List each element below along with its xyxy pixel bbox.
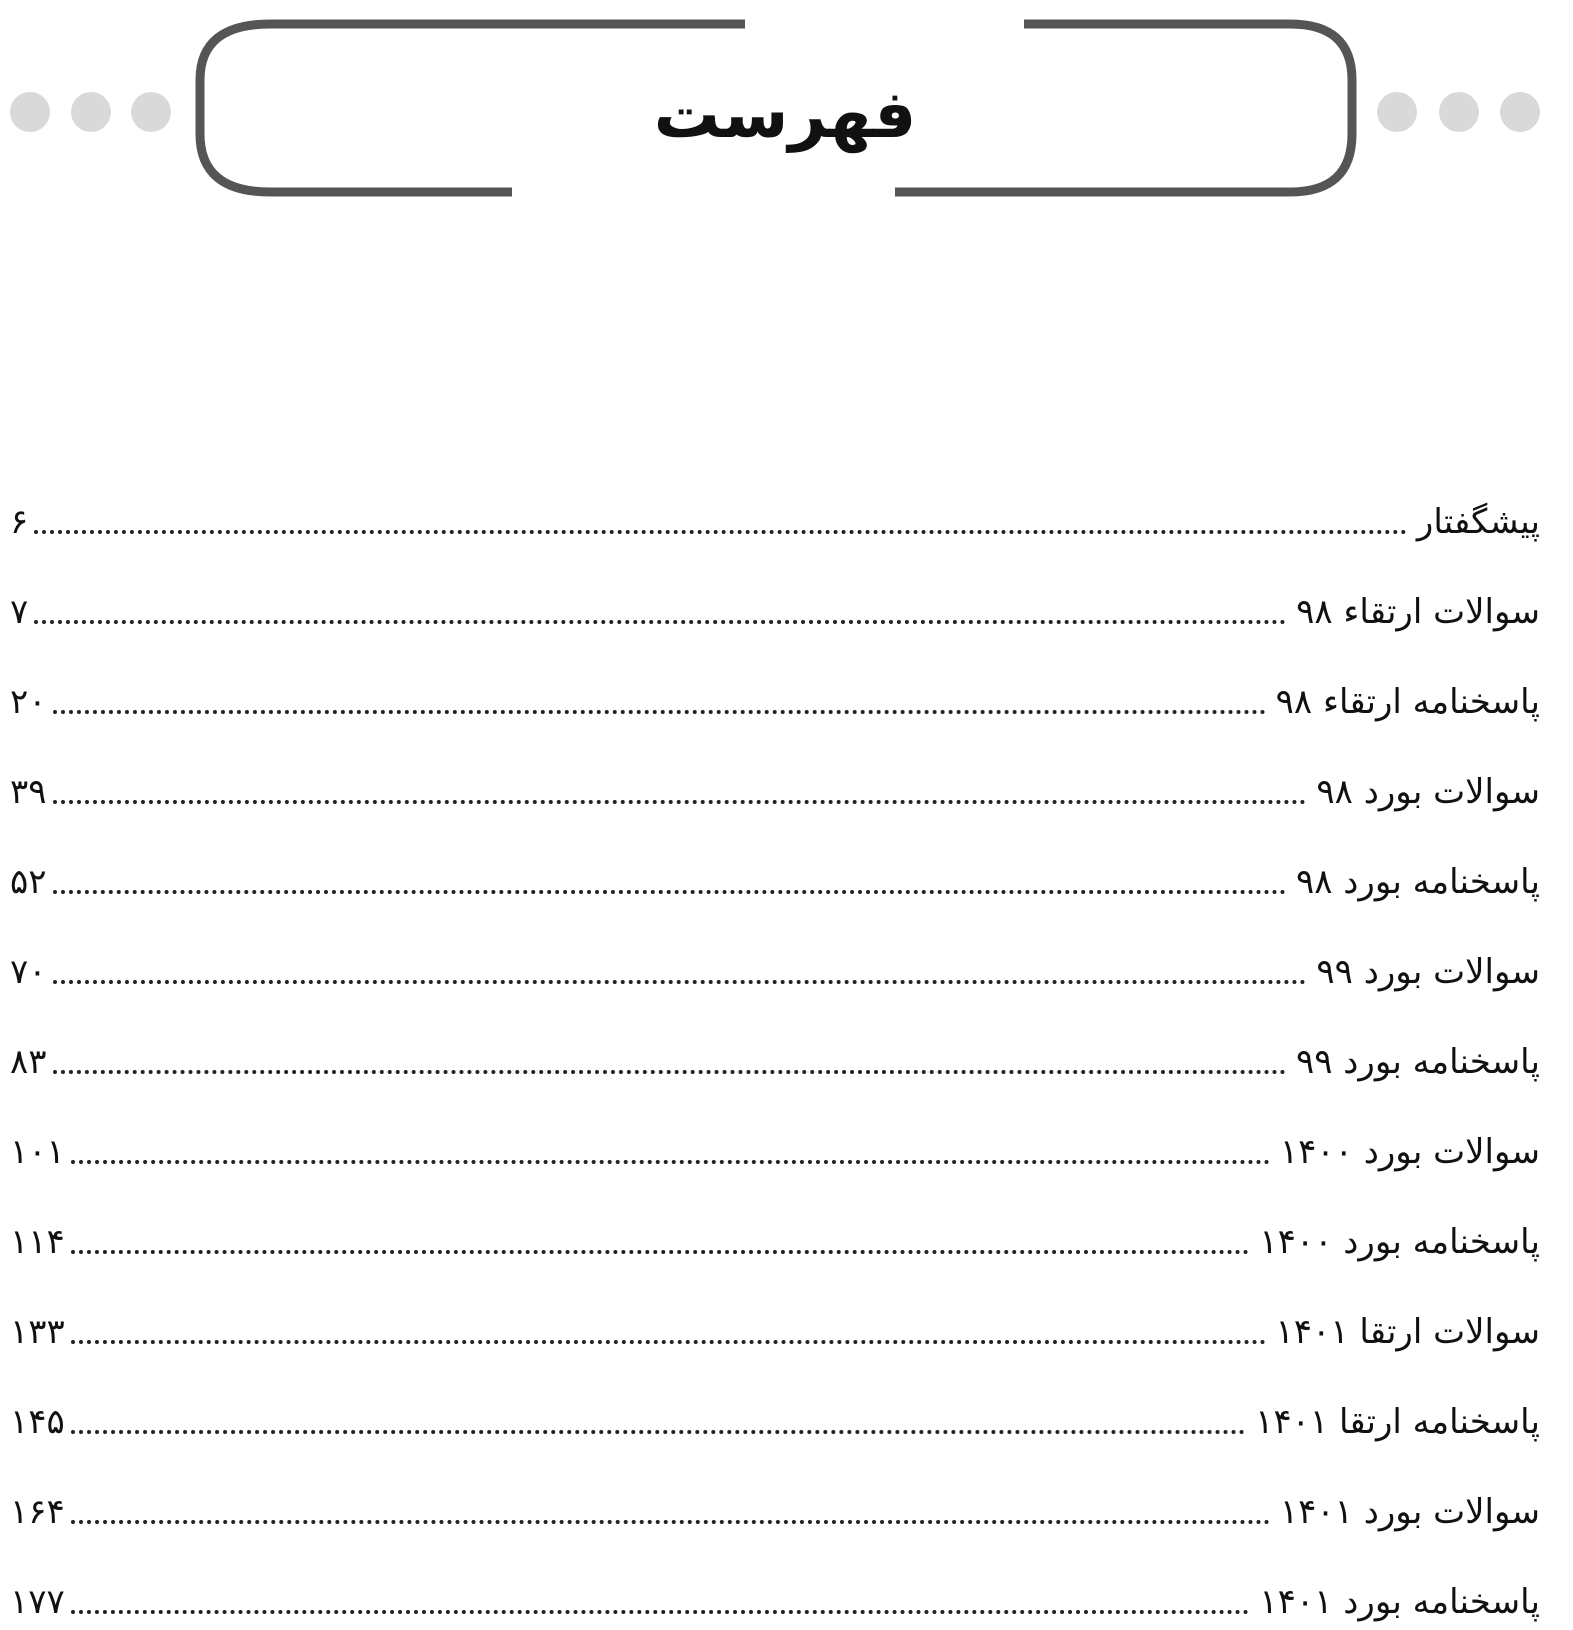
toc-entry-title: سوالات بورد ۹۹ bbox=[1316, 952, 1540, 992]
toc-entry[interactable] bbox=[10, 910, 1540, 1000]
dot-leader bbox=[71, 1160, 1270, 1164]
decor-dot-left-1 bbox=[10, 92, 50, 132]
decor-dot-right-3 bbox=[1500, 92, 1540, 132]
dot-leader bbox=[34, 620, 1286, 624]
decor-dot-right-1 bbox=[1377, 92, 1417, 132]
toc-entry-title: پاسخنامه بورد ۱۴۰۱ bbox=[1259, 1582, 1540, 1622]
dot-leader bbox=[71, 1520, 1270, 1524]
toc-entry-title: پاسخنامه ارتقاء ۹۸ bbox=[1275, 682, 1540, 722]
dot-leader bbox=[53, 980, 1307, 984]
toc-entry-title: پاسخنامه بورد ۹۸ bbox=[1295, 862, 1540, 902]
dot-leader bbox=[71, 1340, 1266, 1344]
dot-leader bbox=[71, 1610, 1250, 1614]
toc-entry-title: سوالات ارتقاء ۹۸ bbox=[1296, 592, 1540, 632]
decor-dot-left-2 bbox=[71, 92, 111, 132]
toc-entry[interactable] bbox=[10, 1270, 1540, 1360]
toc-entry[interactable] bbox=[10, 640, 1540, 730]
toc-entry-page: ۱۷۷ bbox=[10, 1582, 65, 1622]
toc-entry[interactable] bbox=[10, 1450, 1540, 1540]
toc-entry-title: پاسخنامه بورد ۱۴۰۰ bbox=[1259, 1222, 1540, 1262]
toc-entry[interactable] bbox=[10, 1360, 1540, 1450]
toc-entry-page: ۲۰ bbox=[10, 682, 47, 722]
toc-entry[interactable] bbox=[10, 820, 1540, 910]
toc-entry-page: ۱۶۴ bbox=[10, 1492, 65, 1532]
toc-entry-page: ۳۹ bbox=[10, 772, 47, 812]
toc-entry-page: ۸۳ bbox=[10, 1042, 47, 1082]
toc-entry-title: سوالات بورد ۱۴۰۱ bbox=[1279, 1492, 1540, 1532]
toc-entry-title: سوالات ارتقا ۱۴۰۱ bbox=[1275, 1312, 1540, 1352]
toc-entry-page: ۷۰ bbox=[10, 952, 47, 992]
toc-entry-page: ۱۱۴ bbox=[10, 1222, 65, 1262]
dot-leader bbox=[71, 1250, 1250, 1254]
header bbox=[0, 0, 1573, 220]
dot-leader bbox=[53, 800, 1307, 804]
page-title: فهرست bbox=[653, 76, 917, 153]
toc-entry[interactable] bbox=[10, 550, 1540, 640]
toc-entry-page: ۷ bbox=[10, 592, 29, 632]
dot-leader bbox=[34, 530, 1407, 534]
toc-entry[interactable] bbox=[10, 460, 1540, 550]
decor-dot-right-2 bbox=[1439, 92, 1479, 132]
toc-entry[interactable] bbox=[10, 730, 1540, 820]
toc-entry-title: پاسخنامه بورد ۹۹ bbox=[1295, 1042, 1540, 1082]
toc-entry[interactable] bbox=[10, 1540, 1540, 1630]
dot-leader bbox=[53, 710, 1266, 714]
toc-entry[interactable] bbox=[10, 1000, 1540, 1090]
table-of-contents bbox=[10, 460, 1540, 1630]
toc-entry-page: ۱۰۱ bbox=[10, 1132, 65, 1172]
toc-entry-page: ۵۲ bbox=[10, 862, 47, 902]
toc-entry[interactable] bbox=[10, 1180, 1540, 1270]
dot-leader bbox=[71, 1430, 1245, 1434]
dot-leader bbox=[53, 1070, 1286, 1074]
decor-dot-left-3 bbox=[131, 92, 171, 132]
toc-entry-page: ۶ bbox=[10, 502, 29, 542]
toc-entry-page: ۱۴۵ bbox=[10, 1402, 65, 1442]
toc-entry-title: سوالات بورد ۹۸ bbox=[1316, 772, 1540, 812]
toc-entry-title: سوالات بورد ۱۴۰۰ bbox=[1279, 1132, 1540, 1172]
toc-entry-title: پیشگفتار bbox=[1416, 502, 1540, 542]
toc-entry[interactable] bbox=[10, 1090, 1540, 1180]
dot-leader bbox=[53, 890, 1286, 894]
toc-entry-page: ۱۳۳ bbox=[10, 1312, 65, 1352]
toc-entry-title: پاسخنامه ارتقا ۱۴۰۱ bbox=[1255, 1402, 1540, 1442]
